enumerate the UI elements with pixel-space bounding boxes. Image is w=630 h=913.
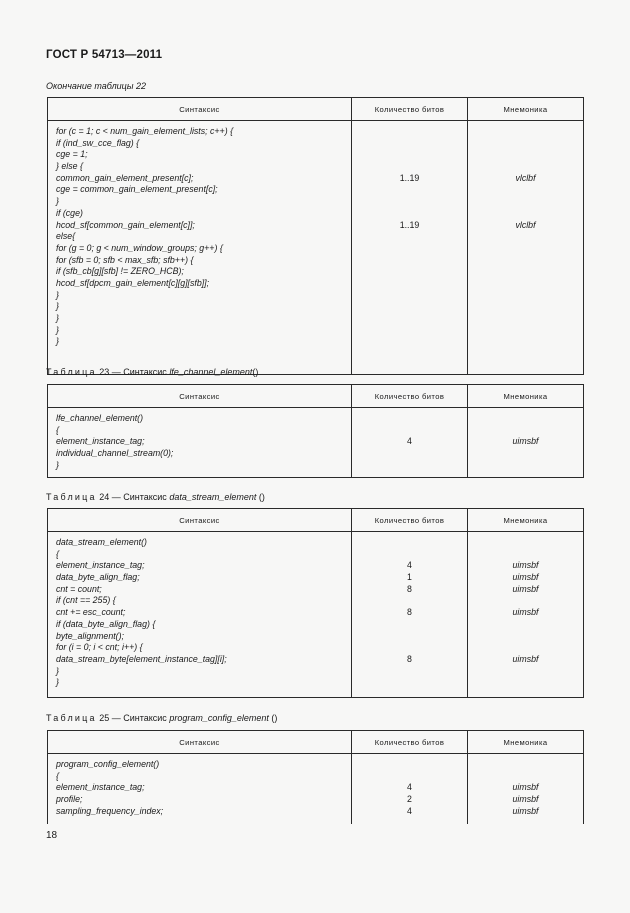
- bits-value: 8: [407, 653, 412, 664]
- syntax-line: }: [56, 665, 59, 676]
- bits-value: 1..19: [399, 172, 420, 183]
- mnemonic-value: uimsbf: [512, 583, 539, 594]
- mnemonic-value: [468, 126, 583, 138]
- mnemonic-value: uimsbf: [512, 436, 539, 447]
- table-22-caption: Окончание таблицы 22: [46, 81, 146, 91]
- syntax-line: }: [56, 459, 59, 470]
- col-header-mnemonic: Мнемоника: [468, 509, 584, 532]
- bits-value: [352, 619, 467, 631]
- mnemonic-value: uimsbf: [512, 794, 539, 805]
- syntax-line: element_instance_tag;: [56, 436, 145, 447]
- mnemonic-value: vlclbf: [515, 172, 536, 183]
- mnemonic-value: [468, 149, 583, 161]
- bits-value: [352, 301, 467, 313]
- mnemonic-value: [468, 666, 583, 678]
- bits-value: [352, 196, 467, 208]
- bits-value: [352, 549, 467, 561]
- syntax-line: }: [56, 301, 59, 312]
- table-body-row: [48, 754, 584, 824]
- syntax-line: element_instance_tag;: [56, 560, 145, 571]
- table-body-row: [48, 408, 584, 478]
- syntax-line: cge = common_gain_element_present[c];: [56, 184, 218, 195]
- syntax-line: }: [56, 677, 59, 688]
- bits-value: [352, 126, 467, 138]
- mnemonic-value: uimsbf: [512, 653, 539, 664]
- bits-value: [352, 231, 467, 243]
- table-body-row: [48, 532, 584, 698]
- syntax-line: }: [56, 324, 59, 335]
- document-code: ГОСТ Р 54713—2011: [46, 49, 163, 61]
- mnemonic-value: [468, 336, 583, 348]
- table-23: [47, 384, 584, 478]
- syntax-line: cnt += esc_count;: [56, 607, 126, 618]
- col-header-bits: Количество битов: [352, 385, 468, 408]
- bits-value: [352, 595, 467, 607]
- syntax-line: cge = 1;: [56, 149, 88, 160]
- mnemonic-value: [468, 413, 583, 425]
- mnemonic-value: [468, 255, 583, 267]
- bits-value: 4: [407, 436, 412, 447]
- bits-value: 2: [407, 794, 412, 805]
- bits-value: [352, 666, 467, 678]
- mnemonic-value: [468, 290, 583, 302]
- mnemonic-value: [468, 184, 583, 196]
- mnemonic-value: uimsbf: [512, 782, 539, 793]
- bits-value: [352, 184, 467, 196]
- syntax-line: data_stream_element(): [56, 537, 147, 547]
- table-header-row: [48, 98, 584, 121]
- syntax-line: if (cnt == 255) {: [56, 595, 116, 606]
- table-24: [47, 508, 584, 698]
- syntax-line: {: [56, 424, 59, 435]
- bits-value: [352, 243, 467, 255]
- syntax-line: hcod_sf[common_gain_element[c]];: [56, 219, 195, 230]
- bits-value: [352, 642, 467, 654]
- bits-value: 4: [407, 805, 412, 816]
- syntax-line: if (sfb_cb[g][sfb] != ZERO_HCB);: [56, 266, 184, 277]
- syntax-line: cnt = count;: [56, 583, 102, 594]
- bits-value: [352, 149, 467, 161]
- syntax-line: data_byte_align_flag;: [56, 572, 140, 583]
- syntax-line: }: [56, 289, 59, 300]
- mnemonic-value: vlclbf: [515, 219, 536, 230]
- bits-value: 1..19: [399, 219, 420, 230]
- bits-value: [352, 771, 467, 783]
- syntax-line: profile;: [56, 794, 83, 805]
- mnemonic-value: [468, 448, 583, 460]
- table-25-caption: Таблица 25 — Синтаксис program_config_element (): [46, 713, 278, 723]
- mnemonic-value: [468, 771, 583, 783]
- mnemonic-value: [468, 266, 583, 278]
- bits-value: [352, 313, 467, 325]
- table-25: [47, 730, 584, 824]
- mnemonic-value: [468, 642, 583, 654]
- col-header-syntax: Синтаксис: [48, 509, 352, 532]
- bits-value: [352, 425, 467, 437]
- mnemonic-value: [468, 161, 583, 173]
- bits-value: 8: [407, 607, 412, 618]
- col-header-bits: Количество битов: [352, 731, 468, 754]
- mnemonic-value: [468, 595, 583, 607]
- bits-value: [352, 161, 467, 173]
- syntax-line: }: [56, 196, 59, 207]
- bits-value: 4: [407, 782, 412, 793]
- syntax-line: for (g = 0; g < num_window_groups; g++) {: [56, 242, 223, 253]
- mnemonic-value: [468, 278, 583, 290]
- mnemonic-value: [468, 301, 583, 313]
- bits-value: [352, 290, 467, 302]
- syntax-line: }: [56, 336, 59, 347]
- bits-value: 4: [407, 560, 412, 571]
- mnemonic-value: [468, 231, 583, 243]
- mnemonic-value: uimsbf: [512, 560, 539, 571]
- col-header-bits: Количество битов: [352, 98, 468, 121]
- syntax-line: if (ind_sw_cce_flag) {: [56, 137, 140, 148]
- mnemonic-value: [468, 208, 583, 220]
- mnemonic-value: [468, 196, 583, 208]
- syntax-line: else{: [56, 231, 76, 242]
- col-header-syntax: Синтаксис: [48, 385, 352, 408]
- page-number: 18: [46, 830, 58, 841]
- table-24-caption: Таблица 24 — Синтаксис data_stream_element (): [46, 492, 265, 502]
- col-header-bits: Количество битов: [352, 509, 468, 532]
- syntax-line: }: [56, 313, 59, 323]
- syntax-line: } else {: [56, 161, 83, 172]
- col-header-mnemonic: Мнемоника: [468, 385, 584, 408]
- mnemonic-value: [468, 138, 583, 150]
- syntax-line: hcod_sf[dpcm_gain_element[c][g][sfb]];: [56, 277, 210, 288]
- mnemonic-value: uimsbf: [512, 805, 539, 816]
- col-header-syntax: Синтаксис: [48, 731, 352, 754]
- syntax-line: common_gain_element_present[c];: [56, 172, 194, 183]
- mnemonic-value: [468, 460, 583, 472]
- mnemonic-value: [468, 537, 583, 549]
- mnemonic-value: uimsbf: [512, 572, 539, 583]
- mnemonic-value: [468, 759, 583, 771]
- mnemonic-value: [468, 549, 583, 561]
- table-header-row: [48, 509, 584, 532]
- table-body-row: [48, 121, 584, 375]
- bits-value: [352, 759, 467, 771]
- bits-value: [352, 208, 467, 220]
- syntax-line: lfe_channel_element(): [56, 413, 144, 423]
- bits-value: 1: [407, 572, 412, 583]
- syntax-line: for (sfb = 0; sfb < max_sfb; sfb++) {: [56, 254, 194, 265]
- mnemonic-value: [468, 677, 583, 689]
- syntax-line: sampling_frequency_index;: [56, 805, 164, 816]
- col-header-mnemonic: Мнемоника: [468, 98, 584, 121]
- mnemonic-value: [468, 243, 583, 255]
- bits-value: 8: [407, 583, 412, 594]
- mnemonic-value: [468, 325, 583, 337]
- bits-value: [352, 460, 467, 472]
- table-header-row: [48, 385, 584, 408]
- syntax-line: for (c = 1; c < num_gain_element_lists; c++) {: [56, 126, 234, 136]
- bits-value: [352, 631, 467, 643]
- syntax-line: for (i = 0; i < cnt; i++) {: [56, 642, 143, 653]
- syntax-line: element_instance_tag;: [56, 782, 145, 793]
- mnemonic-value: [468, 619, 583, 631]
- bits-value: [352, 336, 467, 348]
- bits-value: [352, 537, 467, 549]
- syntax-line: {: [56, 770, 59, 781]
- syntax-line: data_stream_byte[element_instance_tag][i];: [56, 653, 227, 664]
- bits-value: [352, 413, 467, 425]
- bits-value: [352, 325, 467, 337]
- syntax-line: if (cge): [56, 207, 83, 218]
- syntax-line: {: [56, 548, 59, 559]
- bits-value: [352, 677, 467, 689]
- syntax-line: individual_channel_stream(0);: [56, 448, 174, 459]
- bits-value: [352, 266, 467, 278]
- col-header-mnemonic: Мнемоника: [468, 731, 584, 754]
- mnemonic-value: uimsbf: [512, 607, 539, 618]
- table-23-caption: Таблица 23 — Синтаксис lfe_channel_element(): [46, 367, 259, 377]
- table-22: [47, 97, 584, 375]
- bits-value: [352, 278, 467, 290]
- mnemonic-value: [468, 313, 583, 325]
- col-header-syntax: Синтаксис: [48, 98, 352, 121]
- bits-value: [352, 255, 467, 267]
- bits-value: [352, 138, 467, 150]
- syntax-line: byte_alignment();: [56, 630, 124, 641]
- mnemonic-value: [468, 425, 583, 437]
- bits-value: [352, 448, 467, 460]
- syntax-line: if (data_byte_align_flag) {: [56, 618, 156, 629]
- syntax-line: program_config_element(): [56, 759, 160, 769]
- table-header-row: [48, 731, 584, 754]
- mnemonic-value: [468, 631, 583, 643]
